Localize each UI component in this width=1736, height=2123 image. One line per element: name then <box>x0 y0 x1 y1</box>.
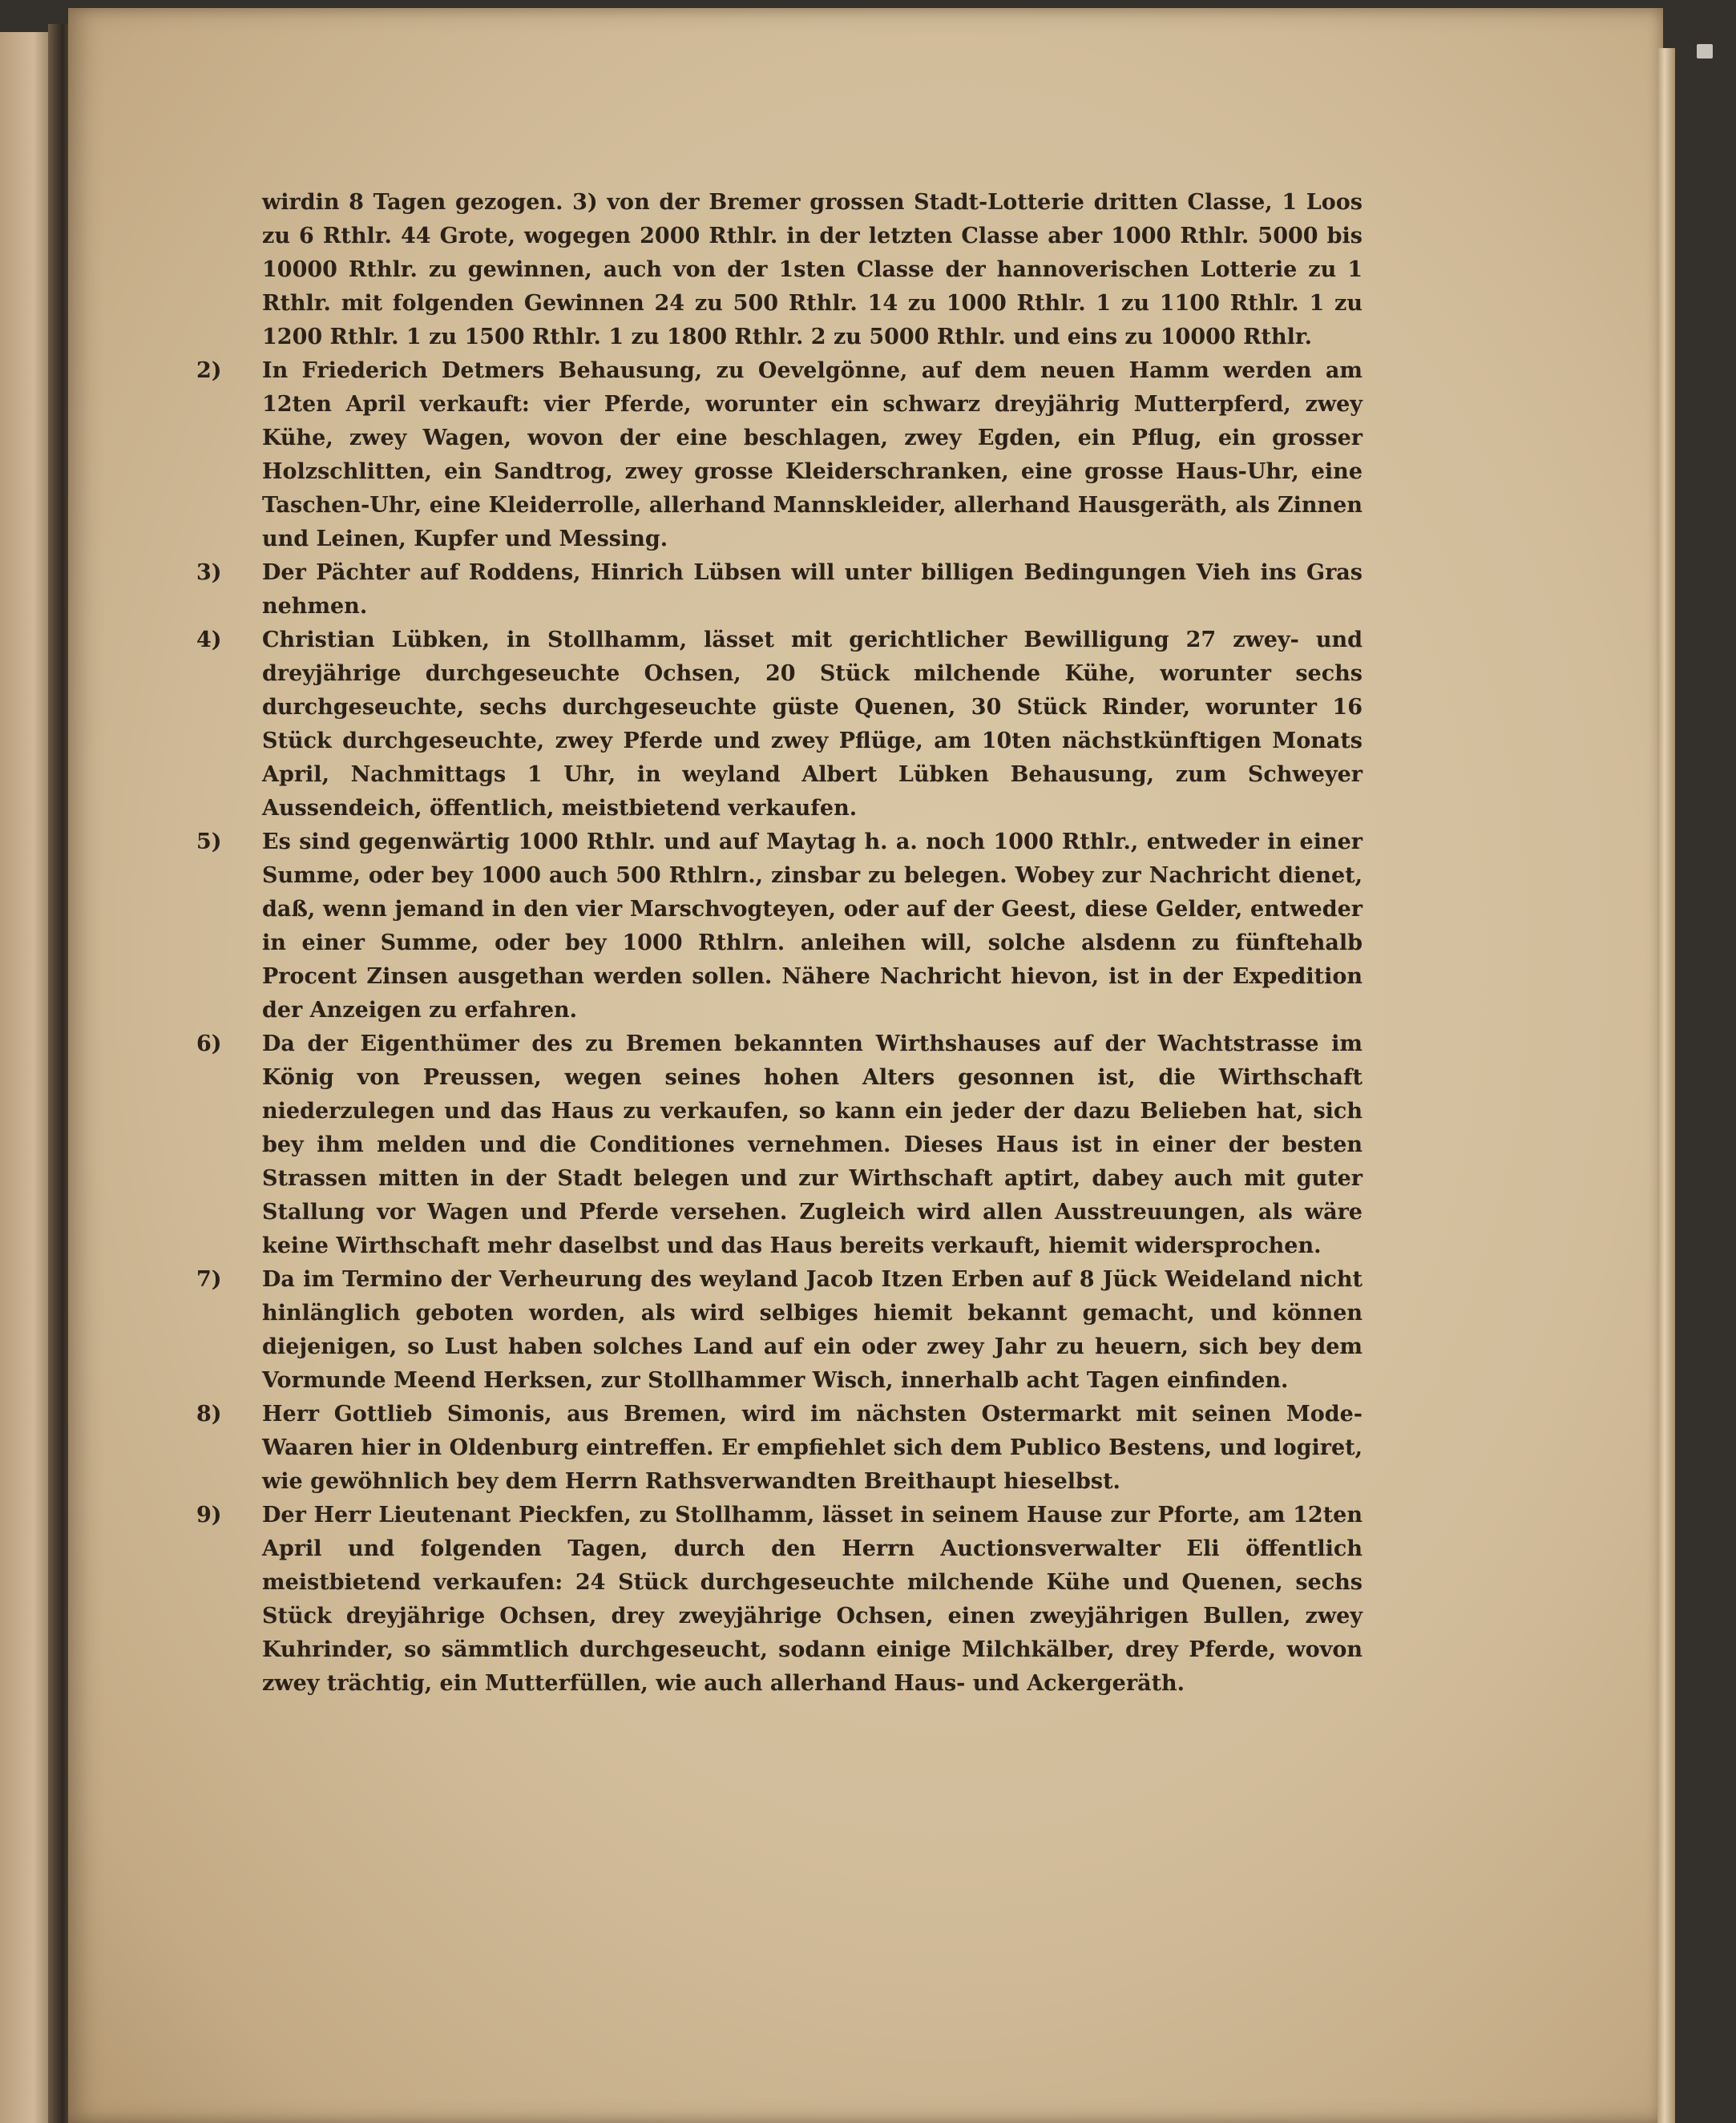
entry-text: Der Herr Lieutenant Pieckfen, zu Stollhamm, lässet in seinem Hause zur Pforte, am 12ten April und folgenden Tagen, durch den Herrn Auctionsverwalter Eli öffentlich meistbietend verkaufen: 24 Stück durchgeseuchte milchende Kühe und Quenen, sechs Stück dreyjährige Ochsen, drey zweyjährige Ochsen, einen zweyjährigen Bullen, zwey Kuhrinder, so sämmtlich durchgeseucht, sodann einige Milchkälber, drey Pferde, wovon zwey trächtig, ein Mutterfüllen, wie auch allerhand Haus- und Ackergeräth. <box>262 1503 1363 1696</box>
entry-text: Da im Termino der Verheurung des weyland Jacob Itzen Erben auf 8 Jück Weideland nicht hinlänglich geboten worden, als wird selbiges hiemit bekannt gemacht, und können diejenigen, so Lust haben solches Land auf ein oder zwey Jahr zu heuern, sich bey dem Vormunde Meend Herksen, zur Stollhammer Wisch, innerhalb acht Tagen einfinden. <box>262 1267 1363 1393</box>
entry-6 <box>196 1027 1363 1263</box>
entry-number: 9) <box>196 1503 222 1528</box>
entry-3 <box>196 556 1363 624</box>
entry-2 <box>196 354 1363 556</box>
entry-text: Herr Gottlieb Simonis, aus Bremen, wird im nächsten Ostermarkt mit seinen Mode-Waaren hier in Oldenburg eintreffen. Er empfiehlet sich dem Publico Bestens, und logiret, wie gewöhnlich bey dem Herrn Rathsverwandten Breithaupt hieselbst. <box>262 1402 1363 1494</box>
page-fore-edge <box>1657 48 1675 2123</box>
entry-number: 4) <box>196 628 222 652</box>
entry-number: 2) <box>196 358 222 383</box>
entry-4 <box>196 624 1363 825</box>
entry-number: 8) <box>196 1402 222 1427</box>
scan-marker <box>1697 44 1713 59</box>
entry-number: 3) <box>196 560 222 585</box>
entry-7 <box>196 1263 1363 1398</box>
entry-9 <box>196 1499 1363 1701</box>
entry-number: 6) <box>196 1031 222 1056</box>
page-text <box>196 186 1363 1701</box>
entry-continuation <box>196 186 1363 354</box>
entry-8 <box>196 1398 1363 1499</box>
entry-5 <box>196 825 1363 1027</box>
entry-number: 5) <box>196 829 222 854</box>
entry-text: In Friederich Detmers Behausung, zu Oevelgönne, auf dem neuen Hamm werden am 12ten April verkauft: vier Pferde, worunter ein schwarz dreyjährig Mutterpferd, zwey Kühe, zwey Wagen, wovon der eine beschlagen, zwey Egden, ein Pflug, ein grosser Holzschlitten, ein Sandtrog, zwey grosse Kleiderschranken, eine grosse Haus-Uhr, eine Taschen-Uhr, eine Kleiderrolle, allerhand Mannskleider, allerhand Hausgeräth, als Zinnen und Leinen, Kupfer und Messing. <box>262 358 1363 551</box>
entry-text: Christian Lübken, in Stollhamm, lässet mit gerichtlicher Bewilligung 27 zwey- und dreyjährige durchgeseuchte Ochsen, 20 Stück milchende Kühe, worunter sechs durchgeseuchte, sechs durchgeseuchte güste Quenen, 30 Stück Rinder, worunter 16 Stück durchgeseuchte, zwey Pferde und zwey Pflüge, am 10ten nächstkünftigen Monats April, Nachmittags 1 Uhr, in weyland Albert Lübken Behausung, zum Schweyer Aussendeich, öffentlich, meistbietend verkaufen. <box>262 628 1363 821</box>
entry-number: 7) <box>196 1267 222 1292</box>
entry-text: Der Pächter auf Roddens, Hinrich Lübsen will unter billigen Bedingungen Vieh ins Gras nehmen. <box>262 560 1363 619</box>
entry-text: wirdin 8 Tagen gezogen. 3) von der Bremer grossen Stadt-Lotterie dritten Classe, 1 Loos zu 6 Rthlr. 44 Grote, wogegen 2000 Rthlr. in der letzten Classe aber 1000 Rthlr. 5000 bis 10000 Rthlr. zu gewinnen, auch von der 1sten Classe der hannoverischen Lotterie zu 1 Rthlr. mit folgenden Gewinnen 24 zu 500 Rthlr. 14 zu 1000 Rthlr. 1 zu 1100 Rthlr. 1 zu 1200 Rthlr. 1 zu 1500 Rthlr. 1 zu 1800 Rthlr. 2 zu 5000 Rthlr. und eins zu 10000 Rthlr. <box>262 190 1363 349</box>
entry-text: Da der Eigenthümer des zu Bremen bekannten Wirthshauses auf der Wachtstrasse im König von Preussen, wegen seines hohen Alters gesonnen ist, die Wirthschaft niederzulegen und das Haus zu verkaufen, so kann ein jeder der dazu Belieben hat, sich bey ihm melden und die Conditiones vernehmen. Dieses Haus ist in einer der besten Strassen mitten in der Stadt belegen und zur Wirthschaft aptirt, dabey auch mit guter Stallung vor Wagen und Pferde versehen. Zugleich wird allen Ausstreuungen, als wäre keine Wirthschaft mehr daselbst und das Haus bereits verkauft, hiemit widersprochen. <box>262 1031 1363 1258</box>
entry-text: Es sind gegenwärtig 1000 Rthlr. und auf Maytag h. a. noch 1000 Rthlr., entweder in einer Summe, oder bey 1000 auch 500 Rthlrn., zinsbar zu belegen. Wobey zur Nachricht dienet, daß, wenn jemand in den vier Marschvogteyen, oder auf der Geest, diese Gelder, entweder in einer Summe, oder bey 1000 Rthlrn. anleihen will, solche alsdenn zu fünftehalb Procent Zinsen ausgethan werden sollen. Nähere Nachricht hievon, ist in der Expedition der Anzeigen zu erfahren. <box>262 829 1363 1023</box>
